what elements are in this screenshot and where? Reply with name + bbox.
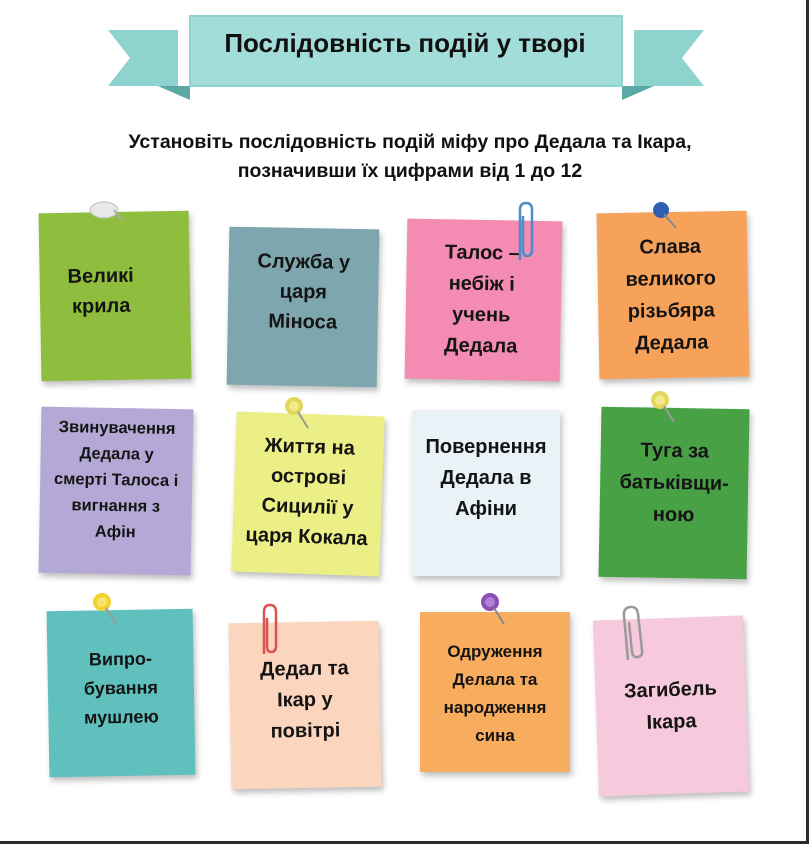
- grey-paperclip-icon: [618, 604, 648, 664]
- sticky-note-7[interactable]: [412, 410, 560, 576]
- sticky-note-2[interactable]: [227, 227, 380, 388]
- blue-pin-icon: [646, 198, 686, 232]
- instruction-line-2: позначивши їх цифрами від 1 до 12: [237, 160, 583, 182]
- note-label: Повернення Дедала в Афіни: [425, 435, 547, 520]
- sticky-note-9[interactable]: [47, 609, 196, 778]
- sticky-note-10[interactable]: [229, 621, 382, 790]
- note-label: Слава великого різьбяра Дедала: [625, 235, 717, 355]
- yellow-pin-icon: [86, 590, 126, 630]
- yellow-pin-icon: [644, 388, 684, 428]
- instruction-text: [40, 128, 780, 186]
- red-paperclip-icon: [256, 602, 280, 658]
- instruction-line-1: Установіть послідовність подій міфу про Дедала та Ікара,: [128, 131, 692, 153]
- sticky-note-8[interactable]: [599, 407, 750, 580]
- purple-pin-icon: [474, 590, 514, 630]
- yellow-pin-icon: [278, 394, 318, 434]
- note-label: Одруження Делала та народження сина: [443, 642, 547, 745]
- sticky-note-4[interactable]: [597, 211, 750, 380]
- note-label: Життя на острові Сицилії у царя Кокала: [245, 434, 368, 551]
- sticky-note-11[interactable]: [420, 612, 570, 772]
- sticky-note-12[interactable]: [593, 615, 749, 796]
- sticky-note-1[interactable]: [39, 211, 192, 382]
- note-label: Звинувачення Дедала у смерті Талоса і вигнання з Афін: [53, 417, 179, 542]
- note-label: Випро- бування мушлею: [83, 647, 159, 728]
- sticky-note-6[interactable]: [231, 411, 384, 576]
- note-label: Великі крила: [67, 264, 134, 318]
- note-label: Загибель Ікара: [623, 677, 718, 734]
- note-label: Талос – небіж і учень Дедала: [443, 241, 521, 358]
- blue-paperclip-icon: [512, 200, 536, 264]
- note-label: Дедал та Ікар у повітрі: [259, 656, 349, 743]
- note-label: Служба у царя Міноса: [257, 250, 351, 334]
- sticky-note-3[interactable]: [405, 219, 563, 382]
- page-title: Послідовність подій у творі: [224, 27, 586, 58]
- white-pin-icon: [84, 196, 124, 226]
- sticky-note-5[interactable]: [39, 407, 194, 576]
- note-label: Туга за батьківщи- ною: [619, 439, 729, 527]
